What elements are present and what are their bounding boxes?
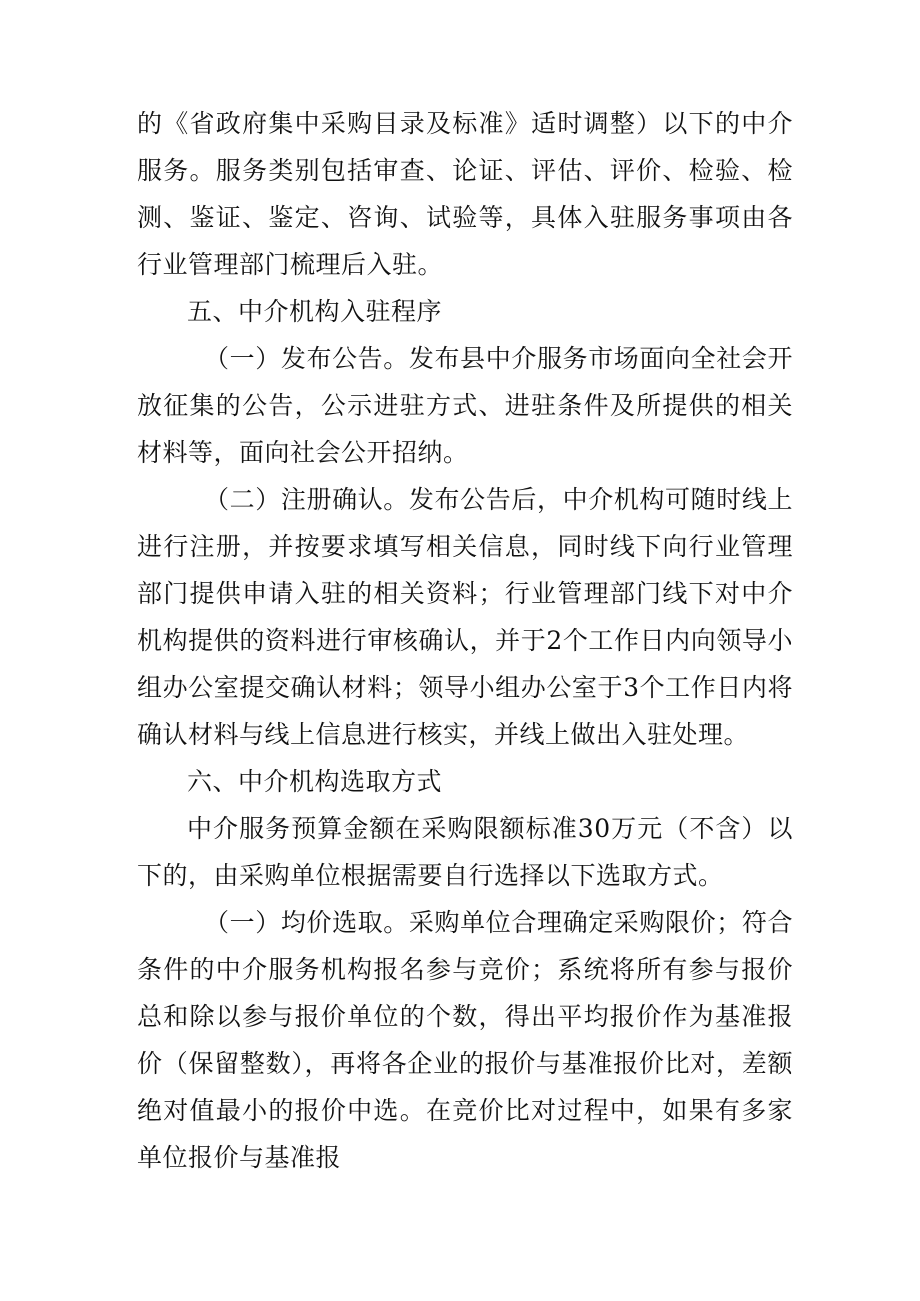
- document-body: [137, 100, 793, 1181]
- heading-section-five: 五、中介机构入驻程序: [187, 297, 443, 326]
- para-selection-threshold: 中介服务预算金额在采购限额标准30万元（不含）以下的，由采购单位根据需要自行选择以下选取方式。: [137, 814, 793, 890]
- para-publish-announcement: （一）发布公告。发布县中介服务市场面向全社会开放征集的公告，公示进驻方式、进驻条件及所提供的相关材料等，面向社会公开招纳。: [137, 344, 793, 467]
- heading-section-six: 六、中介机构选取方式: [187, 767, 443, 796]
- para-intermediary-service-scope: 的《省政府集中采购目录及标准》适时调整）以下的中介服务。服务类别包括审查、论证、评估、评价、检验、检测、鉴证、鉴定、咨询、试验等，具体入驻服务事项由各行业管理部门梳理后入驻。: [137, 109, 793, 279]
- para-registration-confirmation: （二）注册确认。发布公告后，中介机构可随时线上进行注册，并按要求填写相关信息，同时线下向行业管理部门提供申请入驻的相关资料；行业管理部门线下对中介机构提供的资料进行审核确认，并于2个工作日内向领导小组办公室提交确认材料；领导小组办公室于3个工作日内将确认材料与线上信息进行核实，并线上做出入驻处理。: [137, 485, 793, 749]
- para-average-price-selection: （一）均价选取。采购单位合理确定采购限价；符合条件的中介服务机构报名参与竞价；系统将所有参与报价总和除以参与报价单位的个数，得出平均报价作为基准报价（保留整数），再将各企业的报价与基准报价比对，差额绝对值最小的报价中选。在竞价比对过程中，如果有多家单位报价与基准报: [137, 908, 793, 1172]
